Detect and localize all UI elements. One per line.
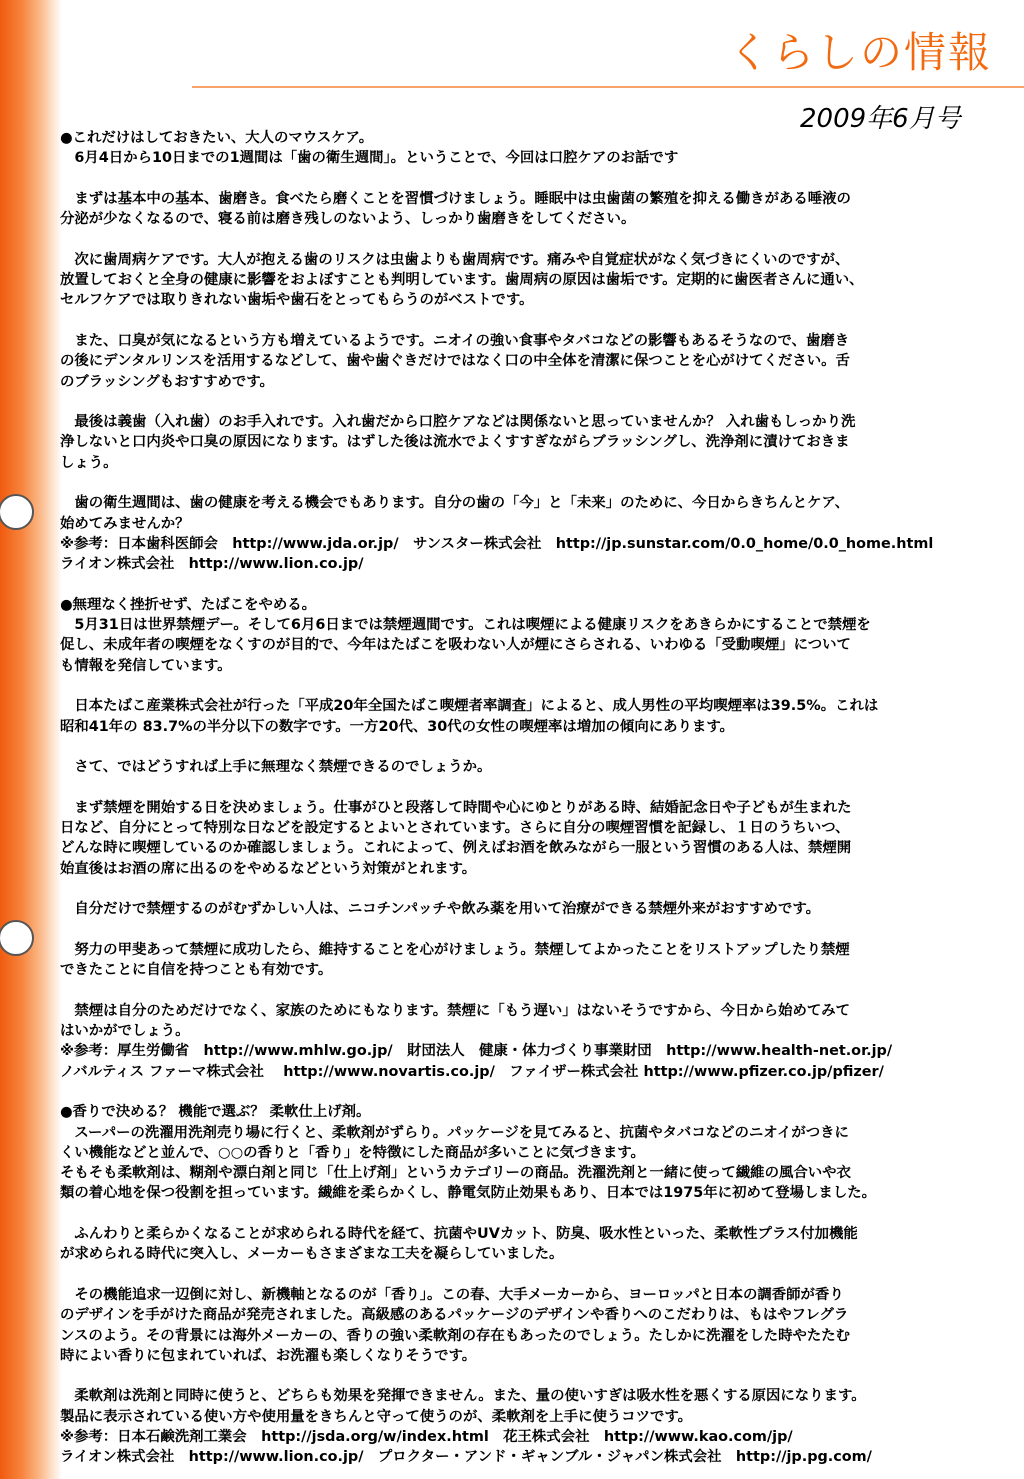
paragraph-gap [60,229,1008,249]
text-line: スーパーの洗濯用洗剤売り場に行くと、柔軟剤がずらり。パッケージを見てみると、抗菌やタバコなどのニオイがつきに [60,1124,849,1141]
text-line: 放置しておくと全身の健康に影響をおよぼすことも判明しています。歯周病の原因は歯垢です。定期的に歯医者さんに通い、 [60,272,864,289]
text-line: さて、ではどうすれば上手に無理なく禁煙できるのでしょうか。 [60,759,492,776]
paragraph-gap [60,575,1008,595]
text-line: の後にデンタルリンスを活用するなどして、歯や歯ぐきだけではなく口の中全体を清潔に保つことを心がけてください。舌 [60,353,850,370]
section-heading: ●これだけはしておきたい、大人のマウスケア。 [60,130,374,146]
text-line: ※参考：日本歯科医師会 http://www.jda.or.jp/ サンスター株式会社 http://jp.sunstar.com/0.0_home/0.0_home.html [60,535,934,552]
text-line: セルフケアでは取りきれない歯垢や歯石をとってもらうのがベストです。 [60,292,534,309]
text-line: のブラッシングもおすすめです。 [60,373,274,390]
text-line: 歯の衛生週間は、歯の健康を考える機会でもあります。自分の歯の「今」と「未来」のために、今日からきちんとケア、 [60,495,850,512]
text-line: 浄しないと口内炎や口臭の原因になります。はずした後は流水でよくすすぎながらブラッシングし、洗浄剤に漬けておきま [60,434,850,451]
text-line: 分泌が少なくなるので、寝る前は磨き残しのないよう、しっかり歯磨きをしてください。 [60,211,636,228]
text-line: が求められる時代に突入し、メーカーもさまざまな工夫を凝らしていました。 [60,1246,564,1263]
paragraph-gap [60,920,1008,940]
text-line: まずは基本中の基本、歯磨き。食べたら磨くことを習慣づけましょう。睡眠中は虫歯菌の繁殖を抑える働きがある唾液の [60,190,851,207]
text-line: ※参考：日本石鹸洗剤工業会 http://jsda.org/w/index.html 花王株式会社 http://www.kao.com/jp/ [60,1429,793,1445]
text-line: のデザインを手がけた商品が発売されました。高級感のあるパッケージのデザインや香りへのこだわりは、もはやフレグラ [60,1307,849,1324]
text-line: ※参考：厚生労働省 http://www.mhlw.go.jp/ 財団法人 健康・体力づくり事業財団 http://www.health-net.or.jp/ [60,1043,893,1060]
text-line: も情報を発信しています。 [60,657,232,674]
text-line: どんな時に喫煙しているのか確認しましょう。これによって、例えばお酒を飲みながら一服という習慣のある人は、禁煙開 [60,840,852,857]
paragraph-gap [60,737,1008,757]
text-line: 始めてみませんか？ [60,515,190,532]
text-line: 5月31日は世界禁煙デー。そして6月6日までは禁煙週間です。これは喫煙による健康リスクをあきらかにすることで禁煙を [60,617,871,634]
paragraph-gap [60,1082,1008,1102]
text-line: くい機能などと並んで、○○の香りと「香り」を特徴にした商品が多いことに気づきます。 [60,1144,645,1161]
text-line: 日本たばこ産業株式会社が行った「平成20年全国たばこ喫煙者率調査」によると、成人男性の平均喫煙率は39.5%。これは [60,698,879,715]
text-line: 禁煙は自分のためだけでなく、家族のためにもなります。禁煙に「もう遅い」はないそうですから、今日から始めてみて [60,1002,851,1019]
paragraph-gap [60,676,1008,696]
text-line: ライオン株式会社 http://www.lion.co.jp/ [60,556,364,573]
text-line: まず禁煙を開始する日を決めましょう。仕事がひと段落して時間や心にゆとりがある時、結婚記念日や子どもが生まれた [60,799,852,816]
issue-date: 2009年6月号 [800,104,961,134]
paragraph-gap [60,392,1008,412]
header-divider [192,86,1024,88]
text-line: 時によい香りに包まれていれば、お洗濯も楽しくなりそうです。 [60,1347,477,1364]
paragraph-gap [60,473,1008,493]
page-title: くらしの情報 [727,28,992,77]
text-line: ンスのよう。その背景には海外メーカーの、香りの強い柔軟剤の存在もあったのでしょう。たしかに洗濯をした時やたたむ [60,1327,851,1344]
paragraph-gap [60,879,1008,899]
text-line: 日など、自分にとって特別な日などを設定するとよいとされています。さらに自分の喫煙習慣を記録し、１日のうちいつ、 [60,820,850,837]
paragraph-gap [60,778,1008,798]
text-line: 類の着心地を保つ役割を担っています。繊維を柔らかくし、静電気防止効果もあり、日本では1975年に初めて登場しました。 [60,1185,876,1202]
paragraph-gap [60,980,1008,1000]
text-line: 促し、未成年者の喫煙をなくすのが目的で、今年はたばこを吸わない人が煙にさらされる、いわゆる「受動喫煙」について [60,637,851,654]
text-line: しょう。 [60,454,118,471]
section-heading: ●香りで決める？ 機能で選ぶ？ 柔軟仕上げ剤。 [60,1104,371,1121]
text-line: 次に歯周病ケアです。大人が抱える歯のリスクは虫歯よりも歯周病です。痛みや自覚症状がなく気づきにくいのですが、 [60,251,850,268]
text-line: 昭和41年の 83.7%の半分以下の数字です。一方20代、30代の女性の喫煙率は増加の傾向にあります。 [60,718,734,735]
text-line: ノバルティス ファーマ株式会社 http://www.novartis.co.jp/ ファイザー株式会社 http://www.pfizer.co.jp/pfizer/ [60,1063,884,1080]
paragraph-gap [60,1366,1008,1386]
paragraph-gap [60,311,1008,331]
text-line: 自分だけで禁煙するのがむずかしい人は、ニコチンパッチや飲み薬を用いて治療ができる禁煙外来がおすすめです。 [60,901,820,918]
text-line: その機能追求一辺倒に対し、新機軸となるのが「香り」。この春、大手メーカーから、ヨーロッパと日本の調香師が香り [60,1286,844,1303]
text-line: また、口臭が気になるという方も増えているようです。ニオイの強い食事やタバコなどの影響もあるそうなので、歯磨き [60,332,850,349]
text-line: 努力の甲斐あって禁煙に成功したら、維持することを心がけましょう。禁煙してよかったことをリストアップしたり禁煙 [60,941,850,958]
section-heading: ●無理なく挫折せず、たばこをやめる。 [60,596,317,613]
text-line: ライオン株式会社 http://www.lion.co.jp/ プロクター・アンド・ギャンブル・ジャパン株式会社 http://jp.pg.com/ [60,1449,872,1466]
article-body [60,128,1008,1468]
text-line: 最後は義歯（入れ歯）のお手入れです。入れ歯だから口腔ケアなどは関係ないと思っていませんか？ 入れ歯もしっかり洗 [60,414,856,431]
text-line: 柔軟剤は洗剤と同時に使うと、どちらも効果を発揮できません。また、量の使いすぎは吸水性を悪くする原因になります。 [60,1388,866,1405]
paragraph-gap [60,169,1008,189]
text-line: はいかがでしょう。 [60,1023,190,1040]
paragraph-gap [60,1204,1008,1224]
text-line: ふんわりと柔らかくなることが求められる時代を経て、抗菌やUVカット、防臭、吸水性といった、柔軟性プラス付加機能 [60,1226,858,1243]
text-line: そもそも柔軟剤は、糊剤や漂白剤と同じ「仕上げ剤」というカテゴリーの商品。洗濯洗剤と一緒に使って繊維の風合いや衣 [60,1165,851,1182]
paragraph-gap [60,1265,1008,1285]
text-line: 6月4日から10日までの1週間は「歯の衛生週間」。ということで、今回は口腔ケアのお話です [60,150,679,167]
text-line: 製品に表示されている使い方や使用量をきちんと守って使うのが、柔軟剤を上手に使うコツです。 [60,1408,693,1425]
text-line: できたことに自信を持つことも有効です。 [60,962,333,979]
orange-side-band [0,0,62,1479]
text-line: 始直後はお酒の席に出るのをやめるなどという対策がとれます。 [60,860,477,877]
